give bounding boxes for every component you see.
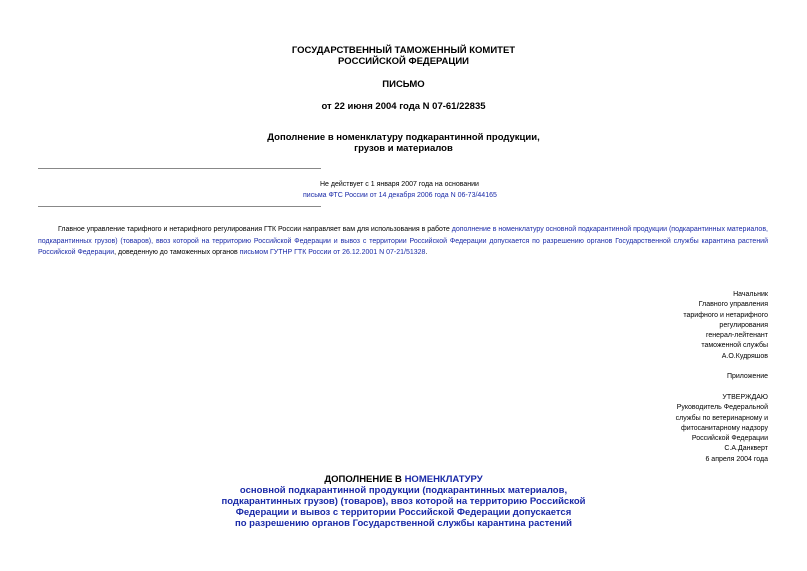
doc-title-line-1: Дополнение в номенклатуру подкарантинной продукции, (267, 132, 540, 143)
body-link-letter[interactable]: письмом ГУТНР ГТК России от 26.12.2001 N 07-21/51328 (239, 249, 426, 256)
body-text-3: . (425, 249, 428, 256)
org-line-2: РОССИЙСКОЙ ФЕДЕРАЦИИ (337, 56, 469, 67)
doc-type: ПИСЬМО (382, 79, 425, 90)
approval-line: С.А.Данкверт (724, 445, 768, 453)
body-text-1: Главное управление тарифного и нетарифного регулирования ГТК России направляет вам для использования в работе (58, 226, 452, 233)
annex-title (0, 474, 807, 529)
signature-line: регулирования (719, 321, 768, 329)
status-note-text: Не действует с 1 января 2007 года на основании (320, 181, 479, 188)
annex-title-line-1 (0, 474, 807, 485)
approval-line: Руководитель Федеральной (676, 404, 768, 412)
annex-title-line-3: подкарантинных грузов) (товаров), ввоз которой на территорию Российской (221, 496, 586, 507)
approval-line: Российской Федерации (691, 435, 768, 443)
signature-name: А.О.Кудряшов (721, 352, 768, 360)
signature-block (683, 290, 768, 362)
org-name (0, 45, 807, 67)
org-line-1: ГОСУДАРСТВЕННЫЙ ТАМОЖЕННЫЙ КОМИТЕТ (291, 45, 516, 56)
body-link-supplement[interactable]: дополнение в номенклатуру основной подкарантинной продукции (подкарантинных материалов, подкарантинных грузов) (товаров), ввоз которой на территорию Российской Федерации и вывоз с территории Российской Федерации допускается по разрешению органов Государственной службы карантина растений Российской Федерации (38, 226, 768, 256)
body-paragraph (38, 224, 768, 259)
approval-line: УТВЕРЖДАЮ (722, 394, 768, 401)
annex-title-prefix: ДОПОЛНЕНИЕ В (324, 474, 405, 485)
doc-title (0, 132, 807, 154)
approval-date: 6 апреля 2004 года (705, 455, 768, 463)
signature-line: тарифного и нетарифного (683, 311, 768, 319)
signature-line: генерал-лейтенант (706, 332, 768, 340)
annex-title-link[interactable]: НОМЕНКЛАТУРУ (404, 474, 483, 485)
appendix-label: Приложение (726, 373, 768, 380)
body-text-2: , доведенную до таможенных органов (114, 249, 240, 256)
annex-title-line-4: Федерации и вывоз с территории Российской Федерации допускается (235, 507, 572, 518)
signature-line: Главного управления (698, 301, 768, 309)
annex-title-line-2: основной подкарантинной продукции (подкарантинных материалов, (239, 485, 568, 496)
signature-line: таможенной службы (701, 342, 768, 350)
annex-title-line-5: по разрешению органов Государственной службы карантина растений (234, 518, 572, 529)
approval-line: службы по ветеринарному и (675, 414, 768, 422)
doc-title-line-2: грузов и материалов (354, 143, 453, 154)
divider-bottom (38, 206, 321, 207)
doc-date-number: от 22 июня 2004 года N 07-61/22835 (321, 101, 486, 112)
divider-top (38, 168, 321, 169)
approval-line: фитосанитарному надзору (680, 424, 768, 432)
status-note-link[interactable]: письма ФТС России от 14 декабря 2006 года N 06-73/44165 (303, 192, 497, 199)
approval-block (676, 393, 768, 465)
signature-line: Начальник (733, 291, 768, 298)
